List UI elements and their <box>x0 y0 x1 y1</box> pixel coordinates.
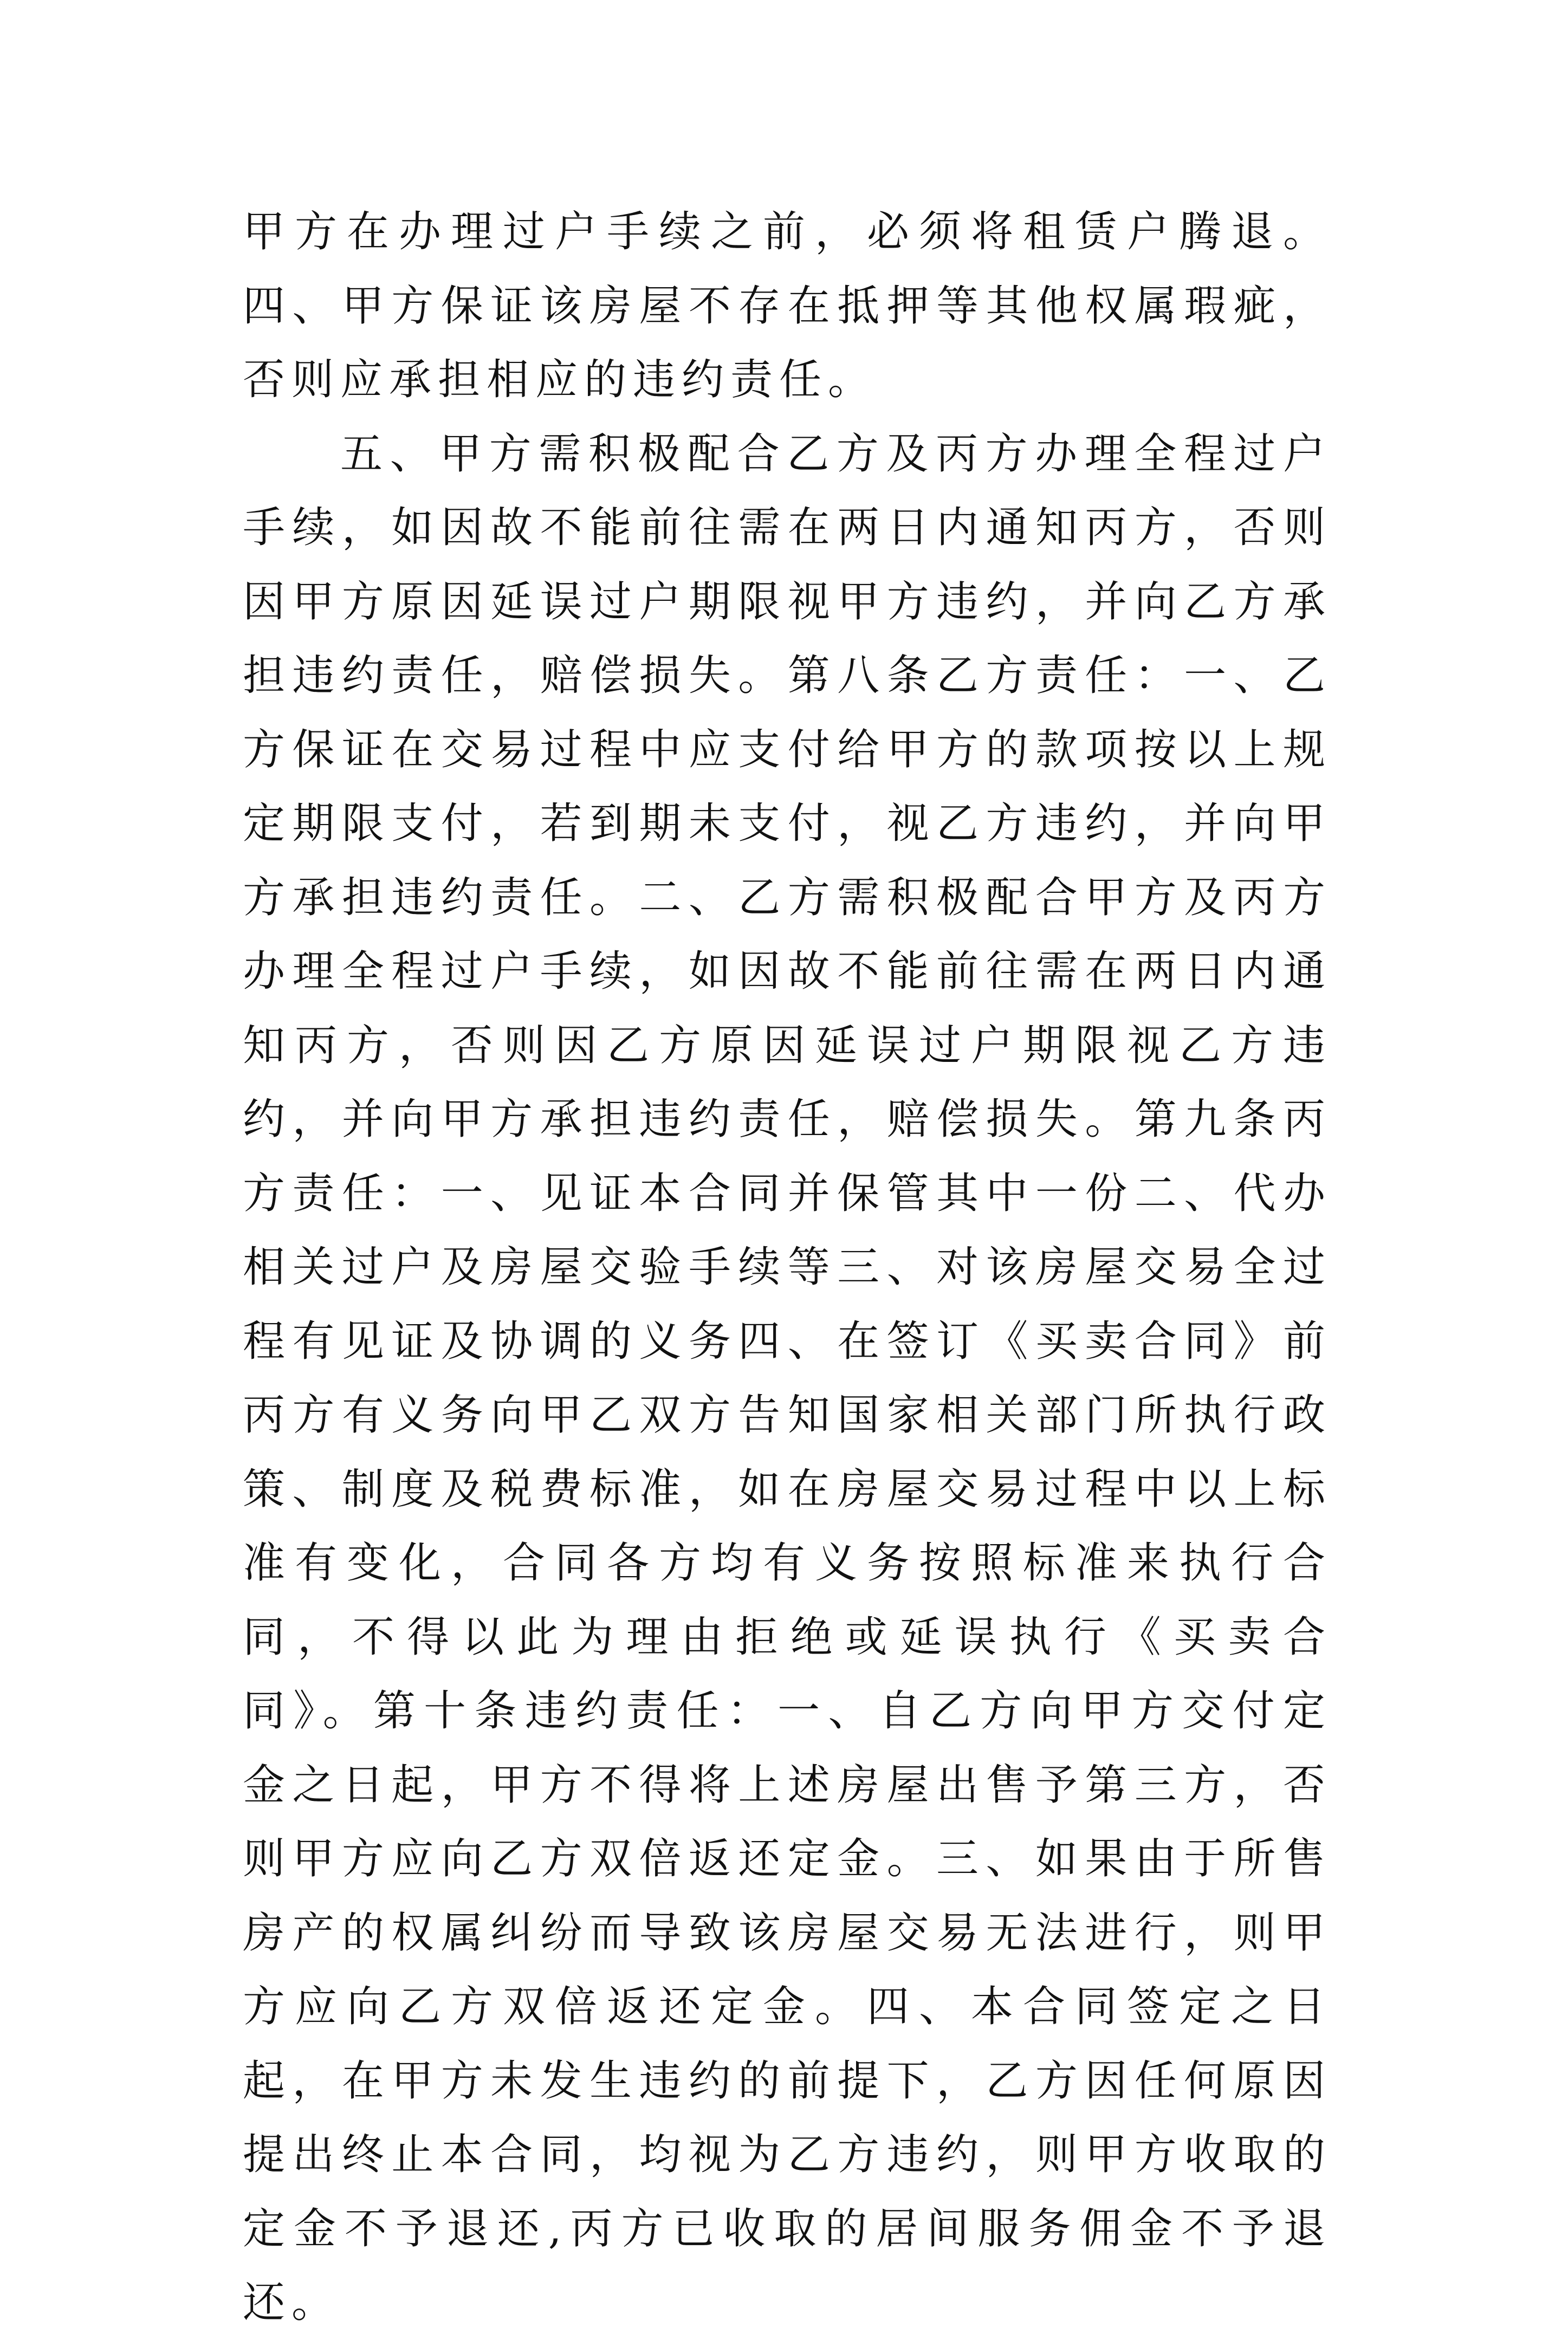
paragraph-1: 甲方在办理过户手续之前，必须将租赁户腾退。四、甲方保证该房屋不存在抵押等其他权属瑕疵，否则应承担相应的违约责任。 <box>243 208 1332 404</box>
document-body <box>243 195 1332 2340</box>
paragraph-2: 五、甲方需积极配合乙方及丙方办理全程过户手续，如因故不能前往需在两日内通知丙方，否则因甲方原因延误过户期限视甲方违约，并向乙方承担违约责任，赔偿损失。第八条乙方责任：一、乙方保证在交易过程中应支付给甲方的款项按以上规定期限支付，若到期未支付，视乙方违约，并向甲方承担违约责任。二、乙方需积极配合甲方及丙方办理全程过户手续，如因故不能前往需在两日内通知丙方，否则因乙方原因延误过户期限视乙方违约，并向甲方承担违约责任，赔偿损失。第九条丙方责任：一、见证本合同并保管其中一份二、代办相关过户及房屋交验手续等三、对该房屋交易全过程有见证及协调的义务四、在签订《买卖合同》前丙方有义务向甲乙双方告知国家相关部门所执行政策、制度及税费标准，如在房屋交易过程中以上标准有变化，合同各方均有义务按照标准来执行合同，不得以此为理由拒绝或延误执行《买卖合同》。第十条违约责任：一、自乙方向甲方交付定金之日起，甲方不得将上述房屋出售予第三方，否则甲方应向乙方双倍返还定金。三、如果由于所售房产的权属纠纷而导致该房屋交易无法进行，则甲方应向乙方双倍返还定金。四、本合同签定之日起，在甲方未发生违约的前提下，乙方因任何原因提出终止本合同，均视为乙方违约，则甲方收取的定金不予退还,丙方已收取的居间服务佣金不予退还。 <box>243 429 1332 2327</box>
